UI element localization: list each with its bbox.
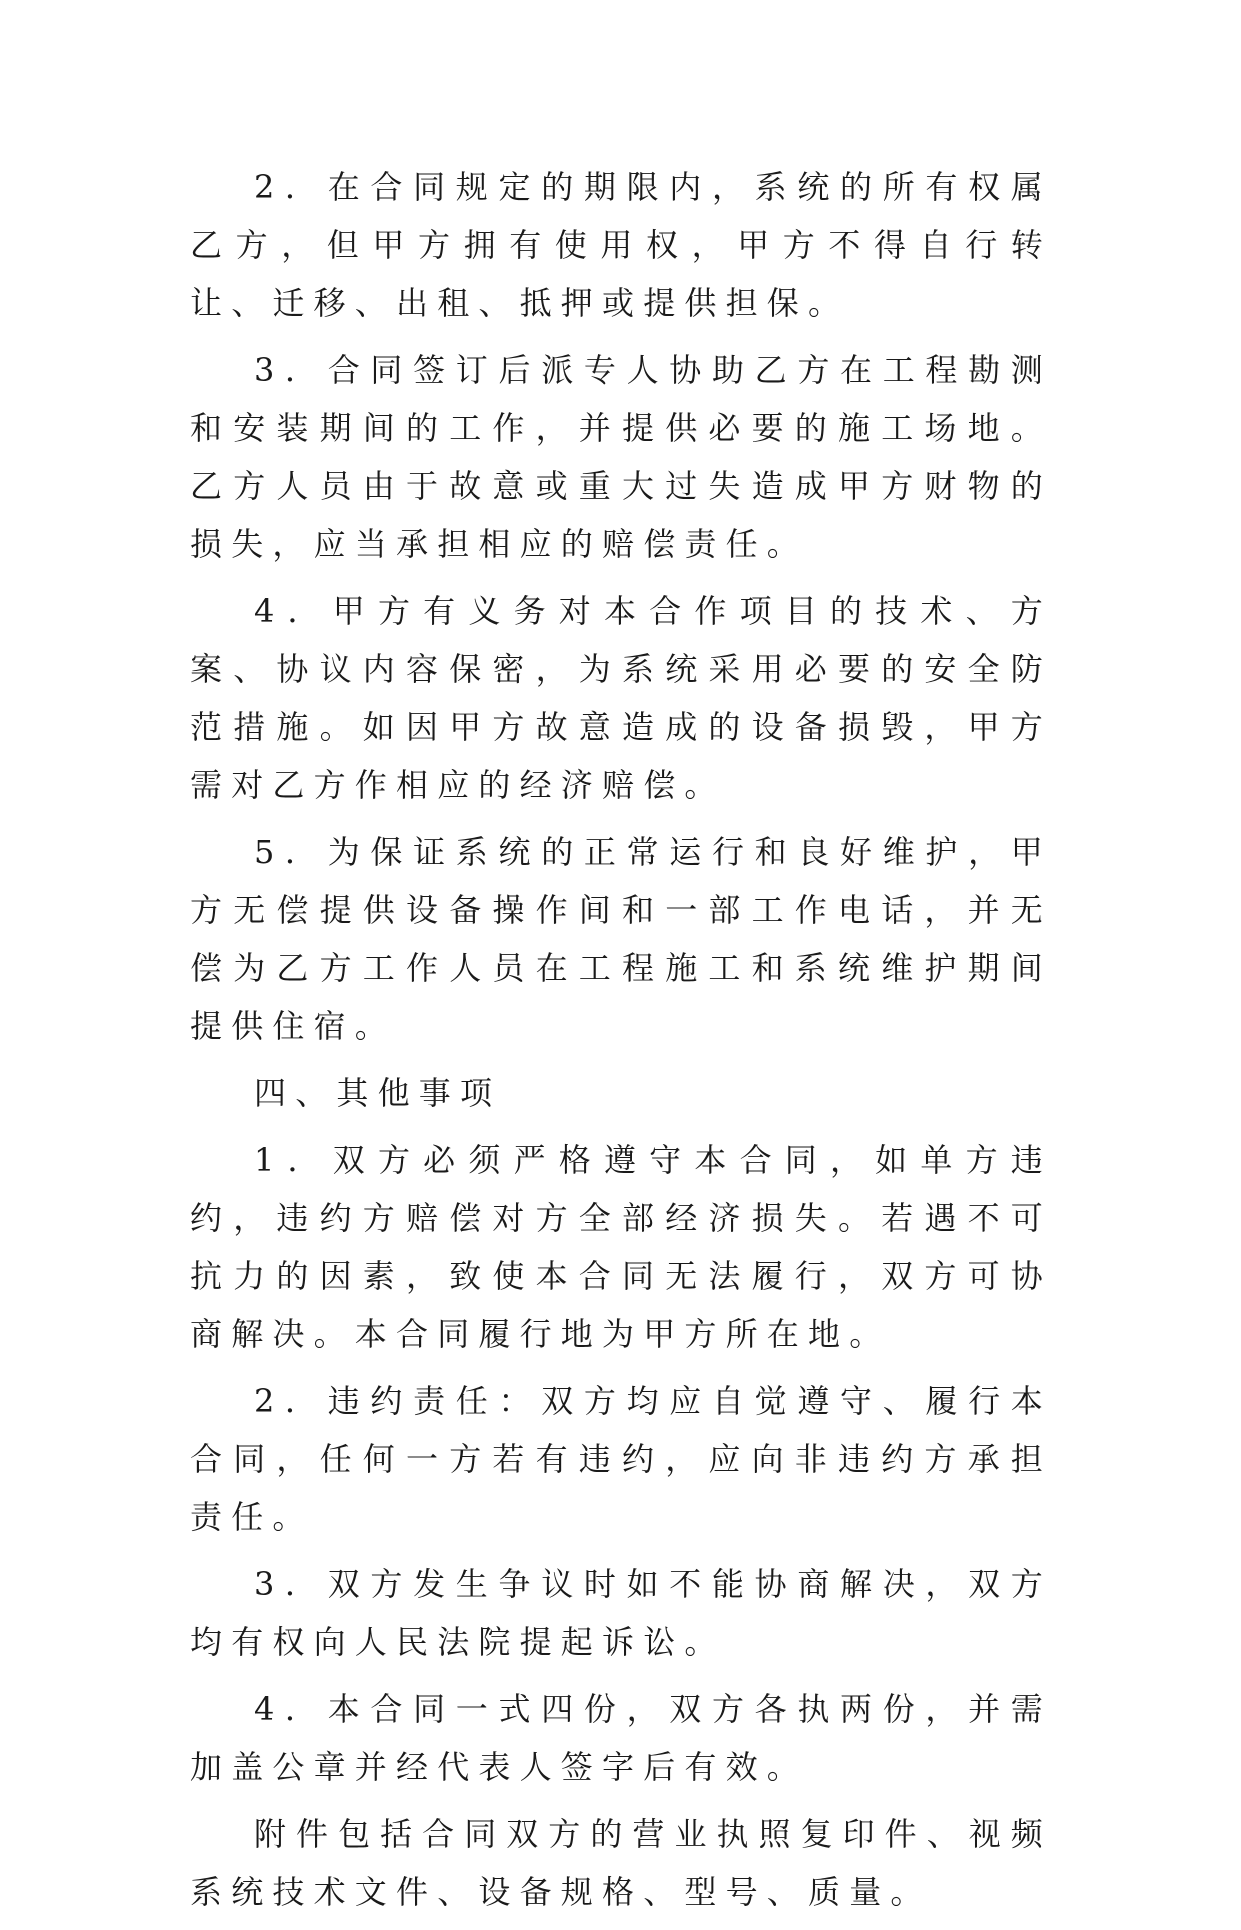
- other-clause-1-compliance: 1．双方必须严格遵守本合同，如单方违约，违约方赔偿对方全部经济损失。若遇不可抗力的因素，致使本合同无法履行，双方可协商解决。本合同履行地为甲方所在地。: [190, 1141, 1052, 1353]
- attachments-note: 附件包括合同双方的营业执照复印件、视频系统技术文件、设备规格、型号、质量。: [190, 1815, 1052, 1911]
- document-body: [190, 158, 1052, 1930]
- clause-4-confidentiality: 4．甲方有义务对本合作项目的技术、方案、协议内容保密，为系统采用必要的安全防范措施。如因甲方故意造成的设备损毁，甲方需对乙方作相应的经济赔偿。: [190, 592, 1052, 804]
- other-clause-2-liability: 2．违约责任：双方均应自觉遵守、履行本合同，任何一方若有违约，应向非违约方承担责任。: [190, 1382, 1052, 1536]
- clause-3-site-assistance: 3．合同签订后派专人协助乙方在工程勘测和安装期间的工作，并提供必要的施工场地。乙方人员由于故意或重大过失造成甲方财物的损失，应当承担相应的赔偿责任。: [190, 351, 1052, 563]
- other-clause-4-copies: 4．本合同一式四份，双方各执两份，并需加盖公章并经代表人签字后有效。: [190, 1690, 1052, 1786]
- clause-5-maintenance: 5．为保证系统的正常运行和良好维护，甲方无偿提供设备操作间和一部工作电话，并无偿为乙方工作人员在工程施工和系统维护期间提供住宿。: [190, 833, 1052, 1045]
- other-clause-3-disputes: 3．双方发生争议时如不能协商解决，双方均有权向人民法院提起诉讼。: [190, 1565, 1052, 1661]
- section-heading-other-matters: 四、其他事项: [254, 1074, 502, 1112]
- clause-2-ownership: 2．在合同规定的期限内，系统的所有权属乙方，但甲方拥有使用权，甲方不得自行转让、迁移、出租、抵押或提供担保。: [190, 168, 1052, 322]
